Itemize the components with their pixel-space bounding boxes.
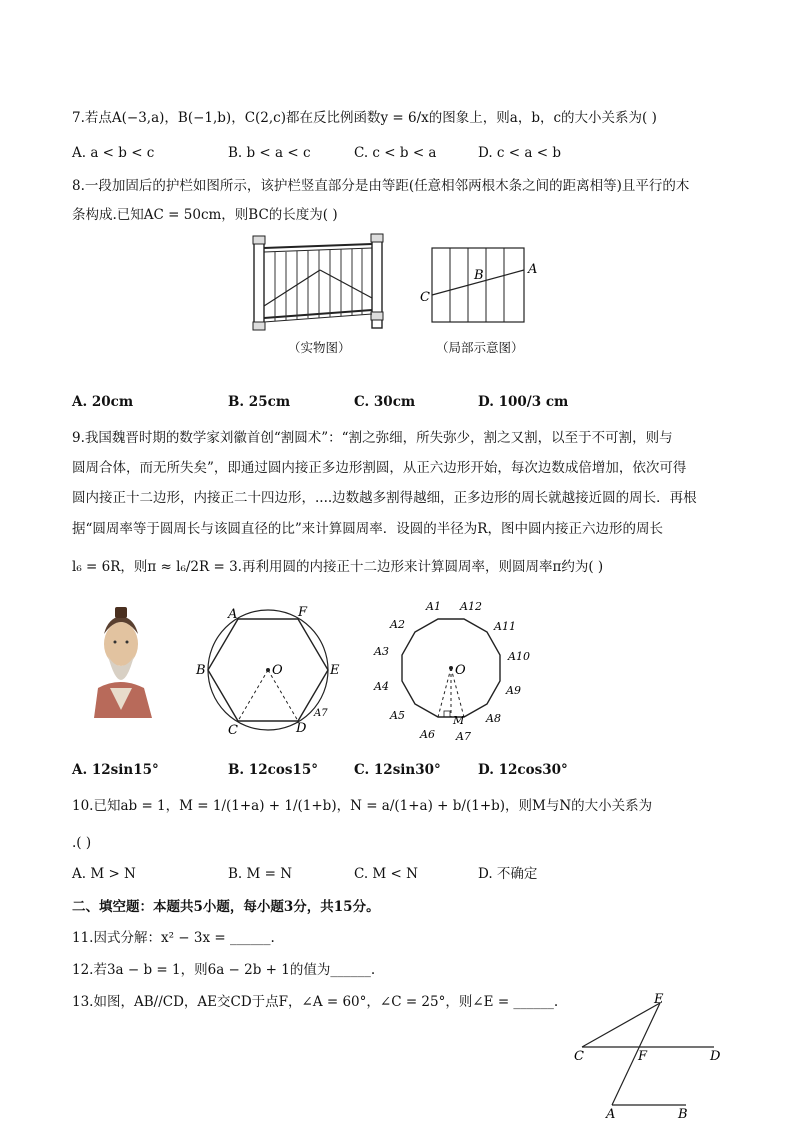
- q9-option-a: A. 12sin15°: [72, 762, 159, 778]
- hex-label-o: O: [272, 663, 283, 678]
- dodeca-label-a2: A2: [390, 618, 405, 631]
- q8-option-d: D. 100/3 cm: [478, 394, 569, 410]
- q8-option-b: B. 25cm: [228, 394, 291, 410]
- dodeca-label-a12: A12: [460, 600, 482, 613]
- hex-label-c: C: [228, 723, 238, 738]
- dodeca-label-a11: A11: [494, 620, 516, 633]
- q13-label-a: A: [606, 1107, 616, 1120]
- q13-label-f: F: [638, 1049, 648, 1064]
- dodeca-label-a3: A3: [374, 645, 389, 658]
- q9-line5: l₆ = 6R，则π ≈ l₆/2R = 3.再利用圆的内接正十二边形来计算圆周率，则圆周率π约为( ): [72, 559, 604, 575]
- q7-option-b: B. b < a < c: [228, 145, 311, 161]
- dodeca-label-a1: A1: [426, 600, 441, 613]
- liu-hui-portrait: [84, 604, 158, 718]
- dodeca-label-a5: A5: [390, 709, 405, 722]
- section-2-heading: 二、填空题：本题共5小题，每小题3分，共15分。: [72, 899, 380, 915]
- parallel-lines-figure: [568, 988, 728, 1120]
- label-b: B: [474, 268, 484, 283]
- dodeca-label-a8: A8: [486, 712, 501, 725]
- label-c: C: [420, 290, 430, 305]
- hex-label-a: A: [228, 607, 238, 622]
- q9-option-c: C. 12sin30°: [354, 762, 441, 778]
- q9-line4: 据“圆周率等于圆周长与该圆直径的比”来计算圆周率．设圆的半径为R，图中圆内接正六边形的周长: [72, 521, 663, 537]
- q8-stem-line2: 条构成.已知AC = 50cm，则BC的长度为( ): [72, 207, 338, 223]
- railing-schematic-figure: [414, 246, 544, 326]
- q12: 12.若3a − b = 1，则6a − 2b + 1的值为______.: [72, 962, 376, 978]
- inscribed-hexagon-figure: [190, 600, 350, 740]
- q11: 11.因式分解：x² − 3x = ______.: [72, 930, 275, 946]
- hex-label-b: B: [196, 663, 206, 678]
- caption-photo: （实物图）: [288, 340, 351, 355]
- q8-option-c: C. 30cm: [354, 394, 416, 410]
- q7-option-a: A. a < b < c: [72, 145, 155, 161]
- hex-label-d: D: [296, 721, 307, 736]
- q10-option-d: D. 不确定: [478, 866, 538, 882]
- q10-option-c: C. M < N: [354, 866, 418, 882]
- railing-photo-figure: [250, 232, 390, 340]
- hex-label-a7: A7: [314, 708, 328, 719]
- q13-label-e: E: [654, 992, 664, 1007]
- dodeca-label-a9: A9: [506, 684, 521, 697]
- q10-stem-continuation: .( ): [72, 835, 92, 851]
- q10-option-a: A. M > N: [72, 866, 136, 882]
- q9-option-d: D. 12cos30°: [478, 762, 568, 778]
- q9-line3: 圆内接正十二边形，内接正二十四边形，....边数越多割得越细，正多边形的周长就越接近圆的周长．再根: [72, 490, 697, 506]
- hex-label-e: E: [330, 663, 340, 678]
- q13-label-d: D: [710, 1049, 721, 1064]
- q10-option-b: B. M = N: [228, 866, 293, 882]
- q9-option-b: B. 12cos15°: [228, 762, 318, 778]
- q9-line2: 圆周合体，而无所失矣”，即通过圆内接正多边形割圆，从正六边形开始，每次边数成倍增加，依次可得: [72, 460, 687, 476]
- caption-schematic: （局部示意图）: [436, 340, 524, 355]
- q7-option-c: C. c < b < a: [354, 145, 437, 161]
- q8-stem-line1: 8.一段加固后的护栏如图所示，该护栏竖直部分是由等距(任意相邻两根木条之间的距离相等)且平行的木: [72, 178, 690, 194]
- dodeca-label-o: O: [455, 663, 466, 678]
- dodeca-label-a7: A7: [456, 730, 471, 743]
- q8-option-a: A. 20cm: [72, 394, 134, 410]
- inscribed-dodecagon-figure: [370, 598, 540, 744]
- q13-stem: 13.如图，AB//CD，AE交CD于点F，∠A = 60°，∠C = 25°，则∠E = ______.: [72, 994, 559, 1010]
- hex-label-f: F: [298, 605, 308, 620]
- q7-option-d: D. c < a < b: [478, 145, 561, 161]
- dodeca-label-a4: A4: [374, 680, 389, 693]
- label-a: A: [528, 262, 538, 277]
- q10-stem: 10.已知ab = 1，M = 1/(1+a) + 1/(1+b)，N = a/(1+a) + b/(1+b)，则M与N的大小关系为: [72, 798, 653, 814]
- dodeca-label-m: M: [453, 714, 465, 727]
- q9-line1: 9.我国魏晋时期的数学家刘徽首创“割圆术”：“割之弥细，所失弥少，割之又割，以至于不可割，则与: [72, 430, 673, 446]
- dodeca-label-a6: A6: [420, 728, 435, 741]
- q13-label-c: C: [574, 1049, 584, 1064]
- dodeca-label-a10: A10: [508, 650, 530, 663]
- q7-stem: 7.若点A(−3,a)，B(−1,b)，C(2,c)都在反比例函数y = 6/x的图象上，则a，b，c的大小关系为( ): [72, 110, 657, 126]
- q13-label-b: B: [678, 1107, 688, 1120]
